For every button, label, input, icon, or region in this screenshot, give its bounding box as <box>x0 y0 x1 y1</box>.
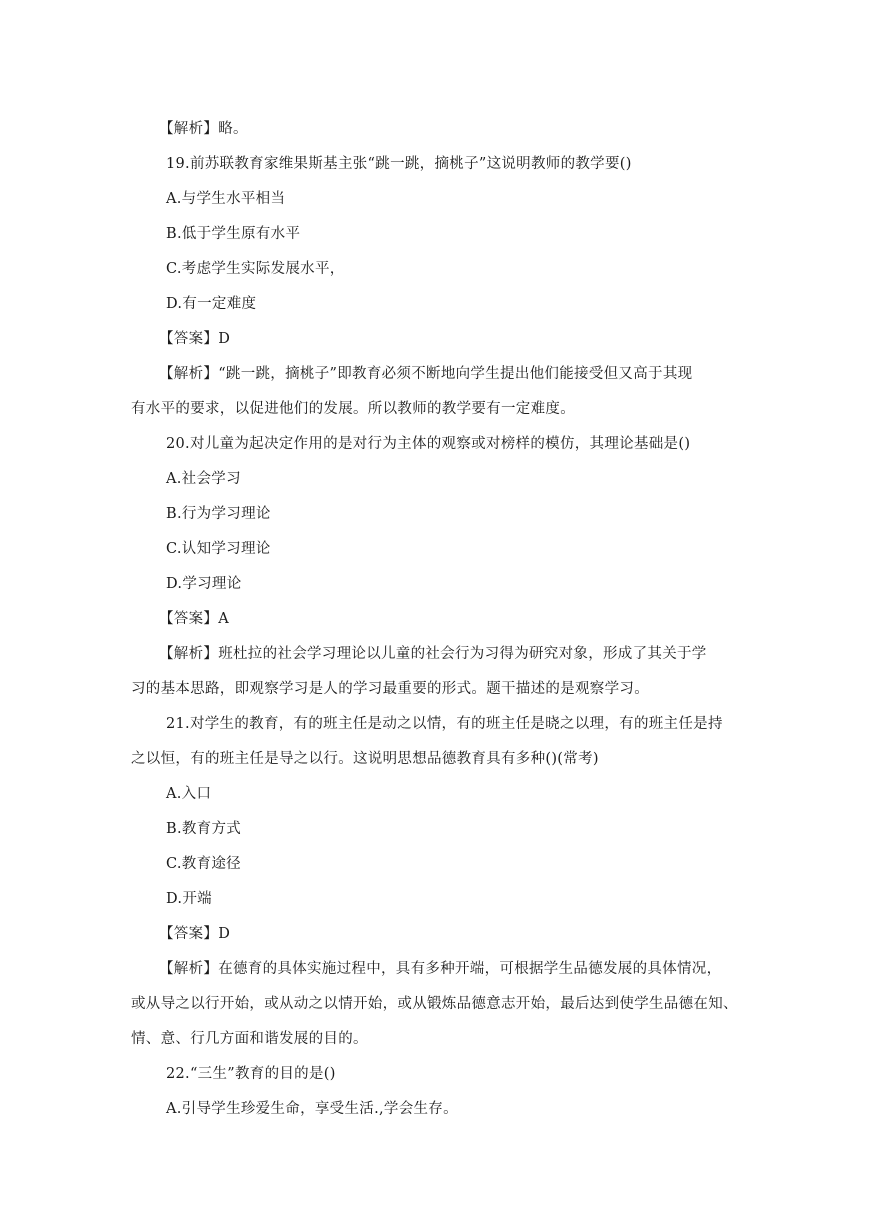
option-a: A.入口 <box>166 786 212 802</box>
question-19: 19.前苏联教育家维果斯基主张“跳一跳，摘桃子”这说明教师的教学要() <box>166 156 632 172</box>
analysis-line: 【解析】略。 <box>159 121 248 137</box>
answer-line: 【答案】D <box>159 331 231 347</box>
question-22: 22.“三生”教育的目的是() <box>166 1066 336 1082</box>
option-c: C.教育途径 <box>166 856 241 872</box>
option-b: B.低于学生原有水平 <box>166 226 301 242</box>
analysis-continuation: 或从导之以行开始，或从动之以情开始，或从锻炼品德意志开始，最后达到使学生品德在知、 <box>131 996 738 1012</box>
option-a: A.与学生水平相当 <box>166 191 286 207</box>
option-b: B.教育方式 <box>166 821 242 837</box>
option-c: C.认知学习理论 <box>166 541 271 557</box>
analysis-continuation: 情、意、行几方面和谐发展的目的。 <box>131 1031 368 1047</box>
option-d: D.学习理论 <box>166 576 242 592</box>
analysis-continuation: 有水平的要求，以促进他们的发展。所以教师的教学要有一定难度。 <box>131 401 575 417</box>
option-b: B.行为学习理论 <box>166 506 271 522</box>
option-c: C.考虑学生实际发展水平， <box>166 261 345 277</box>
question-continuation: 之以恒，有的班主任是导之以行。这说明思想品德教育具有多种()(常考) <box>131 751 599 767</box>
question-20: 20.对儿童为起决定作用的是对行为主体的观察或对榜样的模仿，其理论基础是() <box>166 436 691 452</box>
option-a: A.社会学习 <box>166 471 241 487</box>
analysis-line: 【解析】班杜拉的社会学习理论以儿童的社会行为习得为研究对象，形成了其关于学 <box>159 646 707 662</box>
option-d: D.开端 <box>166 891 212 907</box>
answer-line: 【答案】A <box>159 611 229 627</box>
option-a: A.引导学生珍爱生命，享受生活.,学会生存。 <box>166 1101 458 1117</box>
option-d: D.有一定难度 <box>166 296 257 312</box>
question-21: 21.对学生的教育，有的班主任是动之以情，有的班主任是晓之以理，有的班主任是持 <box>166 716 723 732</box>
analysis-line: 【解析】在德育的具体实施过程中，具有多种开端，可根据学生品德发展的具体情况， <box>159 961 722 977</box>
analysis-continuation: 习的基本思路，即观察学习是人的学习最重要的形式。题干描述的是观察学习。 <box>131 681 649 697</box>
analysis-line: 【解析】“跳一跳，摘桃子”即教育必须不断地向学生提出他们能接受但又高于其现 <box>159 366 693 382</box>
answer-line: 【答案】D <box>159 926 231 942</box>
